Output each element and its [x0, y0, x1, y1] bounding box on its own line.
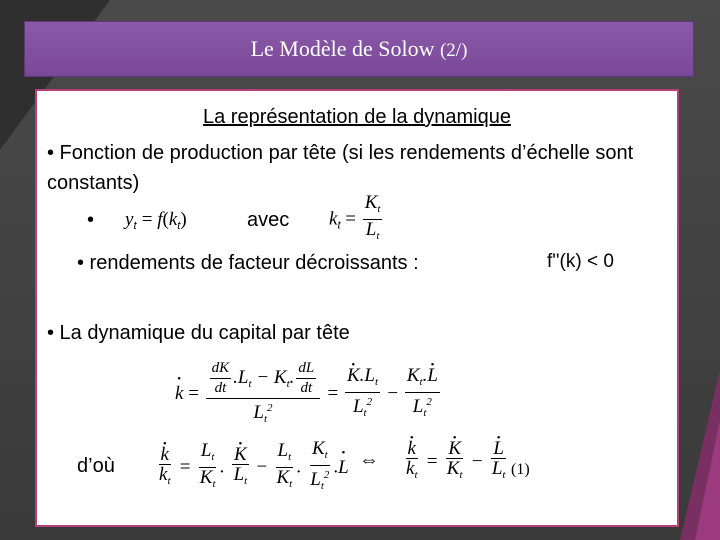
equation-number: (1) [511, 461, 530, 478]
bullet-capital-dynamics: • La dynamique du capital par tête [47, 322, 350, 344]
equation-growth-rate-result: • $\frac{k}{k_t}$ = • $\frac{K}{K_t}$ − • $\frac{L}{L_t}$ [402, 439, 509, 485]
equivalence-symbol: ⇔ [359, 449, 379, 471]
corner-decoration-bottom-right-inner [695, 420, 720, 540]
equation-capital-derivative: • k = $\frac{dK}{dt}$ $.L_t - K_t$. $\frac{dL}{dt}$ $L_t^2$ = • $\frac{K.L_t}{L_t^2}$ − $\frac{K_t.• L}{L_t^2}$ [175, 359, 442, 429]
slide-content-box [35, 89, 679, 527]
slide-title-bar [24, 21, 694, 77]
equation-growth-rate-derivation: • $\frac{k}{k_t}$ = $\frac{L_t}{K_t}$ . • $\frac{K}{L_t}$ − $\frac{L_t}{K_t}$ . $\frac{K_t}{L_t^2}$ .• L [155, 439, 349, 496]
section-heading: La représentation de la dynamique [203, 106, 511, 128]
equation-concavity: f''(k) < 0 [547, 251, 614, 272]
bullet-diminishing-returns: • rendements de facteur décroissants : [77, 252, 419, 274]
equation-capital-per-worker: $k_t$ = $\frac{K_t}{L_t}$ [329, 192, 381, 242]
dou-label: d’où [77, 455, 115, 477]
equation-per-capita-production: $y_t = f(k_t)$ [125, 209, 187, 232]
bullet-production-function: • Fonction de production par tête (si les rendements d’échelle sont constants) [47, 142, 634, 194]
slide-title-suffix: (2/) [439, 40, 468, 61]
bullet-marker: • [87, 209, 95, 231]
slide-title [251, 36, 468, 62]
avec-label: avec [247, 209, 290, 231]
slide-title-main: Le Modèle de Solow [250, 36, 435, 61]
